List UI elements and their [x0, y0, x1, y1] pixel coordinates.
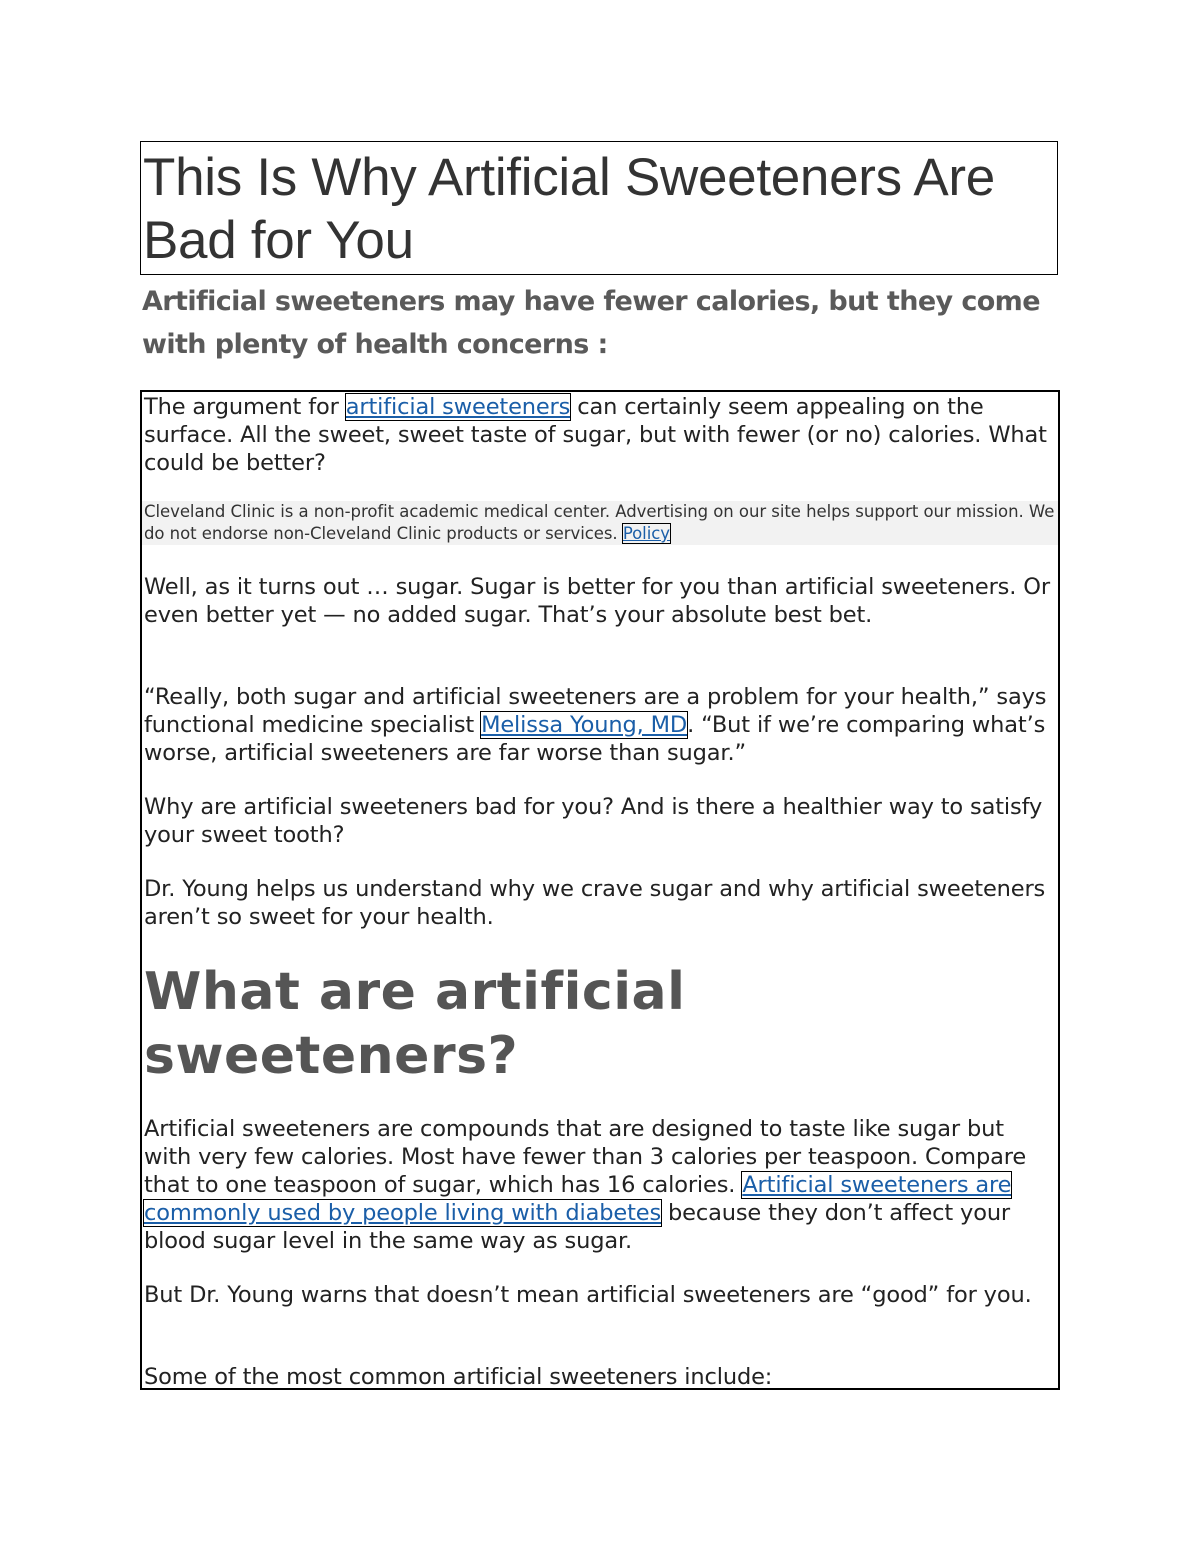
quote-text-before: “Really, both sugar and artificial sweeteners are a problem for your health,” says functional medicine specialist — [144, 684, 1047, 738]
intro-paragraph — [144, 393, 1056, 477]
artificial-sweeteners-link[interactable]: artificial sweeteners — [345, 394, 571, 420]
intro-text-before: The argument for — [144, 394, 346, 420]
advertising-notice — [142, 501, 1058, 545]
paragraph-common-list-intro: Some of the most common artificial sweeteners include: — [144, 1364, 773, 1390]
paragraph-sugar-better: Well, as it turns out … sugar. Sugar is better for you than artificial sweeteners. Or even better yet — no added sugar. That’s your absolute best bet. — [144, 574, 1050, 628]
paragraph-quote — [144, 683, 1056, 767]
melissa-young-link[interactable]: Melissa Young, MD — [481, 712, 688, 738]
notice-text: Cleveland Clinic is a non-profit academic medical center. Advertising on our site helps support our mission. We do not endorse non-Cleveland Clinic products or services. — [144, 502, 1055, 543]
page-subtitle: Artificial sweeteners may have fewer calories, but they come with plenty of health concerns : — [142, 286, 1040, 360]
quote-text-after: . “But if we’re comparing what’s worse, artificial sweeteners are far worse than sugar.” — [144, 712, 1046, 766]
page-title: This Is Why Artificial Sweeteners Are Bad for You — [143, 148, 995, 270]
paragraph-dr-young: Dr. Young helps us understand why we crave sugar and why artificial sweeteners aren’t so sweet for your health. — [144, 876, 1046, 930]
article-body — [140, 390, 1060, 1390]
notice-paragraph — [142, 501, 1058, 545]
policy-link[interactable]: Policy — [622, 524, 670, 543]
paragraph-why-bad: Why are artificial sweeteners bad for you? And is there a healthier way to satisfy your sweet tooth? — [144, 794, 1043, 848]
diabetes-link[interactable]: Artificial sweeteners are commonly used by people living with diabetes — [144, 1172, 1012, 1226]
paragraph-definition — [144, 1115, 1058, 1255]
paragraph-warning: But Dr. Young warns that doesn’t mean artificial sweeteners are “good” for you. — [144, 1282, 1032, 1308]
intro-text-after: can certainly seem appealing on the surface. All the sweet, sweet taste of sugar, but with fewer (or no) calories. What could be better? — [144, 394, 1047, 476]
definition-text-after: because they don’t affect your blood sugar level in the same way as sugar. — [144, 1200, 1011, 1254]
title-box — [140, 141, 1058, 275]
definition-text-before: Artificial sweeteners are compounds that are designed to taste like sugar but with very few calories. Most have fewer than 3 calories per teaspoon. Compare that to one teaspoon of sugar, which has 16 calories. — [144, 1116, 1027, 1198]
section-heading: What are artificial sweeteners? — [144, 962, 686, 1086]
